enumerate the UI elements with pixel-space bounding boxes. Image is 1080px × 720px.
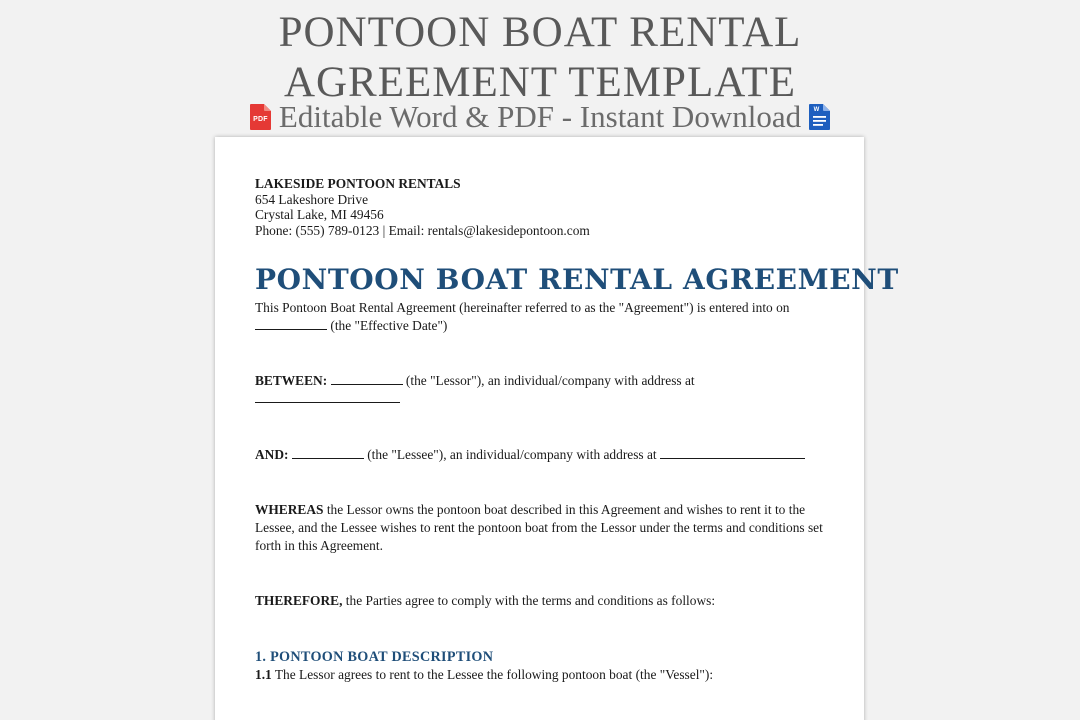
- therefore-text: the Parties agree to comply with the terms and conditions as follows:: [345, 593, 716, 608]
- therefore-label: THEREFORE,: [255, 593, 343, 608]
- and-label: AND:: [255, 447, 289, 462]
- intro-text-1: This Pontoon Boat Rental Agreement (hereinafter referred to as the "Agreement") is entered into on: [255, 300, 790, 315]
- between-label: BETWEEN:: [255, 373, 328, 388]
- word-file-icon: [809, 104, 830, 130]
- between-text: (the "Lessor"), an individual/company with address at: [405, 373, 695, 388]
- document-body: [255, 176, 899, 684]
- banner-title-line-1: PONTOON BOAT RENTAL: [278, 9, 802, 56]
- therefore-paragraph: [255, 592, 827, 610]
- pdf-icon-label: PDF: [253, 116, 268, 123]
- section-1-heading: 1. PONTOON BOAT DESCRIPTION: [255, 649, 494, 665]
- and-text: (the "Lessee"), an individual/company with address at: [367, 447, 657, 462]
- company-address-line-2: Crystal Lake, MI 49456: [255, 207, 384, 222]
- word-icon-label: W: [813, 107, 820, 113]
- whereas-text: the Lessor owns the pontoon boat described in this Agreement and wishes to rent it to the Lessee, and the Lessee wishes to rent the pontoon boat from the Lessor under the terms and conditions set forth in this Agreement.: [255, 502, 823, 553]
- lessor-name-blank[interactable]: [331, 373, 403, 385]
- lessee-name-blank[interactable]: [292, 447, 364, 459]
- lessor-address-blank[interactable]: [255, 391, 400, 403]
- whereas-paragraph: [255, 501, 827, 555]
- banner-subtitle-row: [0, 99, 1080, 135]
- company-contact: Phone: (555) 789-0123 | Email: rentals@lakesidepontoon.com: [255, 222, 590, 238]
- pdf-file-icon: [250, 104, 271, 130]
- company-name: LAKESIDE PONTOON RENTALS: [255, 176, 461, 191]
- effective-date-blank[interactable]: [255, 318, 327, 330]
- intro-paragraph: [255, 299, 827, 335]
- lessee-address-blank[interactable]: [660, 447, 805, 459]
- clause-1-1-number: 1.1: [255, 667, 272, 682]
- between-paragraph: [255, 372, 827, 408]
- intro-text-2: (the "Effective Date"): [330, 318, 448, 333]
- company-block: [255, 176, 827, 238]
- whereas-label: WHEREAS: [255, 502, 324, 517]
- document-title: PONTOON BOAT RENTAL AGREEMENT: [255, 263, 899, 296]
- clause-1-1: [255, 666, 827, 684]
- company-address-line-1: 654 Lakeshore Drive: [255, 191, 369, 207]
- and-paragraph: [255, 446, 827, 464]
- banner-title-line-2: AGREEMENT TEMPLATE: [283, 59, 797, 106]
- banner-subtitle: Editable Word & PDF - Instant Download: [278, 99, 802, 134]
- document-page: [215, 137, 899, 720]
- clause-1-1-text: The Lessor agrees to rent to the Lessee the following pontoon boat (the "Vessel"):: [274, 667, 714, 682]
